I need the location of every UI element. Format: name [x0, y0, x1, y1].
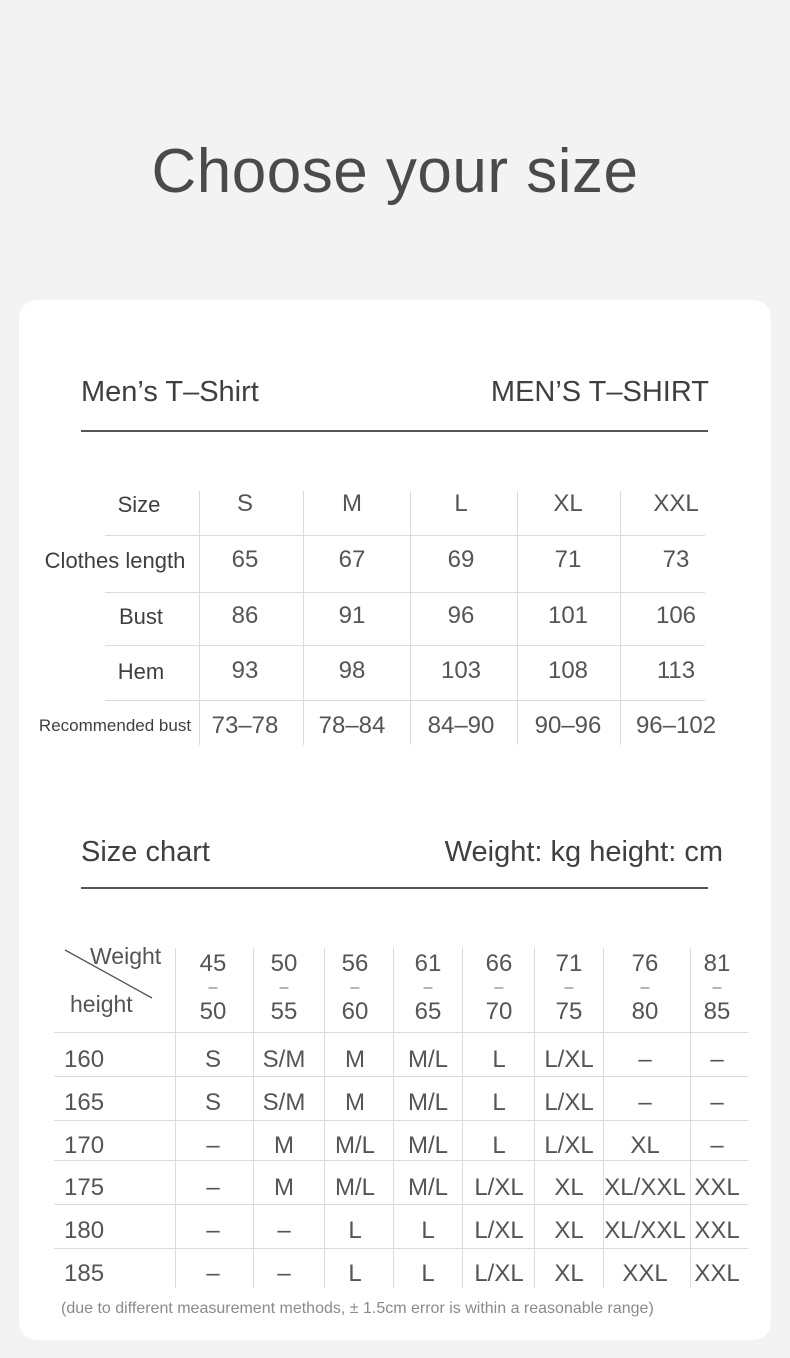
size-chart-cell: L [492, 1089, 506, 1116]
weight-range-dash: – [350, 979, 360, 996]
size-chart-cell: L/XL [474, 1174, 524, 1201]
size-chart-title: Size chart [81, 836, 210, 868]
chart-row-divider [54, 1204, 748, 1205]
corner-height-label: height [70, 991, 133, 1017]
size-chart-cell: L/XL [544, 1046, 594, 1073]
size-chart-cell: L [348, 1217, 362, 1244]
size-chart-units: Weight: kg height: cm [444, 836, 723, 868]
size-chart-cell: – [710, 1046, 724, 1073]
tshirt-divider [81, 430, 708, 432]
size-chart-cell: – [710, 1132, 724, 1159]
weight-range-dash: – [640, 979, 650, 996]
size-chart-cell: M [274, 1174, 294, 1201]
size-header-cell: S [236, 490, 253, 517]
table-cell: 98 [338, 657, 366, 684]
weight-range-dash: – [712, 979, 722, 996]
tshirt-title-caps: MEN’S T–SHIRT [490, 376, 709, 408]
size-chart-cell: M/L [334, 1132, 375, 1159]
weight-range-dash: – [208, 979, 218, 996]
table-cell: 108 [547, 657, 589, 684]
size-chart-cell: – [206, 1174, 220, 1201]
weight-range-header [254, 952, 314, 1024]
row-label: Clothes length [44, 548, 186, 573]
weight-range-max: 70 [485, 998, 513, 1025]
row-label: Recommended bust [38, 716, 192, 735]
page-title: Choose your size [151, 137, 639, 206]
weight-range-header [469, 952, 529, 1024]
size-chart-cell: L [492, 1132, 506, 1159]
height-label: 170 [64, 1132, 105, 1159]
corner-weight-label: Weight [90, 943, 162, 969]
size-chart-cell: L [492, 1046, 506, 1073]
size-chart-cell: L/XL [474, 1260, 524, 1287]
weight-range-min: 56 [341, 950, 369, 977]
size-chart-cell: – [638, 1089, 652, 1116]
size-chart-cell: – [277, 1260, 291, 1287]
size-chart-cell: M [345, 1046, 365, 1073]
size-chart-cell: XL/XXL [604, 1217, 686, 1244]
chart-row-divider [54, 1076, 748, 1077]
table-row-divider [105, 535, 705, 536]
footnote: (due to different measurement methods, ± 1.5cm error is within a reasonable range) [61, 1300, 654, 1317]
weight-range-min: 50 [270, 950, 298, 977]
table-row-divider [105, 700, 705, 701]
size-chart-divider [81, 887, 708, 889]
size-chart-cell: M/L [407, 1089, 448, 1116]
table-cell: 96 [447, 602, 475, 629]
size-chart-cell: XXL [694, 1174, 740, 1201]
weight-range-max: 50 [199, 998, 227, 1025]
table-cell: 69 [447, 546, 475, 573]
tshirt-title: Men’s T–Shirt [81, 376, 259, 408]
size-chart-cell: XXL [622, 1260, 668, 1287]
table-cell: 84–90 [427, 712, 495, 739]
size-chart-cell: – [638, 1046, 652, 1073]
weight-range-header [687, 952, 747, 1024]
weight-range-min: 81 [703, 950, 731, 977]
table-cell: 103 [440, 657, 482, 684]
size-chart-cell: – [277, 1217, 291, 1244]
size-chart-cell: L/XL [474, 1217, 524, 1244]
chart-row-divider [54, 1032, 748, 1033]
weight-range-dash: – [279, 979, 289, 996]
size-chart-cell: – [710, 1089, 724, 1116]
size-header-cell: XL [553, 490, 583, 517]
height-label: 180 [64, 1217, 105, 1244]
table-cell: 90–96 [534, 712, 602, 739]
weight-range-min: 66 [485, 950, 513, 977]
table-cell: 67 [338, 546, 366, 573]
row-label: Size [117, 492, 161, 517]
height-label: 160 [64, 1046, 105, 1073]
weight-range-max: 85 [703, 998, 731, 1025]
size-chart-cell: XL [554, 1217, 584, 1244]
table-cell: 101 [547, 602, 589, 629]
size-header-cell: L [454, 490, 468, 517]
weight-range-dash: – [564, 979, 574, 996]
weight-range-header [325, 952, 385, 1024]
weight-range-header [183, 952, 243, 1024]
table-cell: 96–102 [635, 712, 717, 739]
weight-range-max: 60 [341, 998, 369, 1025]
weight-range-max: 75 [555, 998, 583, 1025]
row-label: Hem [117, 659, 165, 684]
weight-range-header [615, 952, 675, 1024]
row-label: Bust [118, 604, 164, 629]
weight-range-min: 45 [199, 950, 227, 977]
size-chart-cell: L/XL [544, 1089, 594, 1116]
table-row-divider [105, 645, 705, 646]
table-cell: 73–78 [211, 712, 279, 739]
weight-range-min: 61 [414, 950, 442, 977]
table-row-divider [105, 592, 705, 593]
size-header-cell: XXL [653, 490, 699, 517]
chart-row-divider [54, 1120, 748, 1121]
size-chart-cell: XL [554, 1174, 584, 1201]
table-cell: 106 [655, 602, 697, 629]
table-cell: 93 [231, 657, 259, 684]
height-label: 175 [64, 1174, 105, 1201]
size-chart-cell: M/L [334, 1174, 375, 1201]
size-chart-cell: M [345, 1089, 365, 1116]
size-chart-cell: L [348, 1260, 362, 1287]
table-cell: 91 [338, 602, 366, 629]
table-cell: 73 [662, 546, 690, 573]
size-chart-cell: M/L [407, 1132, 448, 1159]
size-chart-cell: L/XL [544, 1132, 594, 1159]
size-chart-cell: M/L [407, 1046, 448, 1073]
size-chart-cell: S/M [262, 1046, 306, 1073]
size-chart-cell: XXL [694, 1260, 740, 1287]
size-chart-cell: L [421, 1260, 435, 1287]
size-chart-cell: XL [554, 1260, 584, 1287]
size-chart-cell: – [206, 1132, 220, 1159]
size-chart-cell: S [204, 1046, 221, 1073]
size-chart-cell: – [206, 1217, 220, 1244]
weight-range-header [539, 952, 599, 1024]
weight-range-min: 76 [631, 950, 659, 977]
size-chart-cell: XL [630, 1132, 660, 1159]
size-chart-cell: M/L [407, 1174, 448, 1201]
weight-range-dash: – [423, 979, 433, 996]
height-label: 185 [64, 1260, 105, 1287]
tshirt-section-header [81, 376, 709, 416]
chart-row-divider [54, 1160, 748, 1161]
size-header-cell: M [342, 490, 362, 517]
weight-range-header [398, 952, 458, 1024]
table-cell: 78–84 [318, 712, 386, 739]
size-card [19, 300, 771, 1340]
weight-range-dash: – [494, 979, 504, 996]
weight-range-max: 55 [270, 998, 298, 1025]
weight-range-max: 65 [414, 998, 442, 1025]
chart-row-divider [54, 1248, 748, 1249]
table-cell: 65 [231, 546, 259, 573]
size-chart-cell: XL/XXL [604, 1174, 686, 1201]
size-chart-cell: M [274, 1132, 294, 1159]
size-chart-cell: S/M [262, 1089, 306, 1116]
size-chart-cell: L [421, 1217, 435, 1244]
table-cell: 71 [554, 546, 582, 573]
size-chart-cell: – [206, 1260, 220, 1287]
table-cell: 113 [656, 657, 696, 684]
weight-range-max: 80 [631, 998, 659, 1025]
size-chart-header [81, 836, 723, 876]
size-chart-cell: S [204, 1089, 221, 1116]
size-chart-cell: XXL [694, 1217, 740, 1244]
table-cell: 86 [231, 602, 259, 629]
weight-range-min: 71 [555, 950, 583, 977]
height-label: 165 [64, 1089, 105, 1116]
